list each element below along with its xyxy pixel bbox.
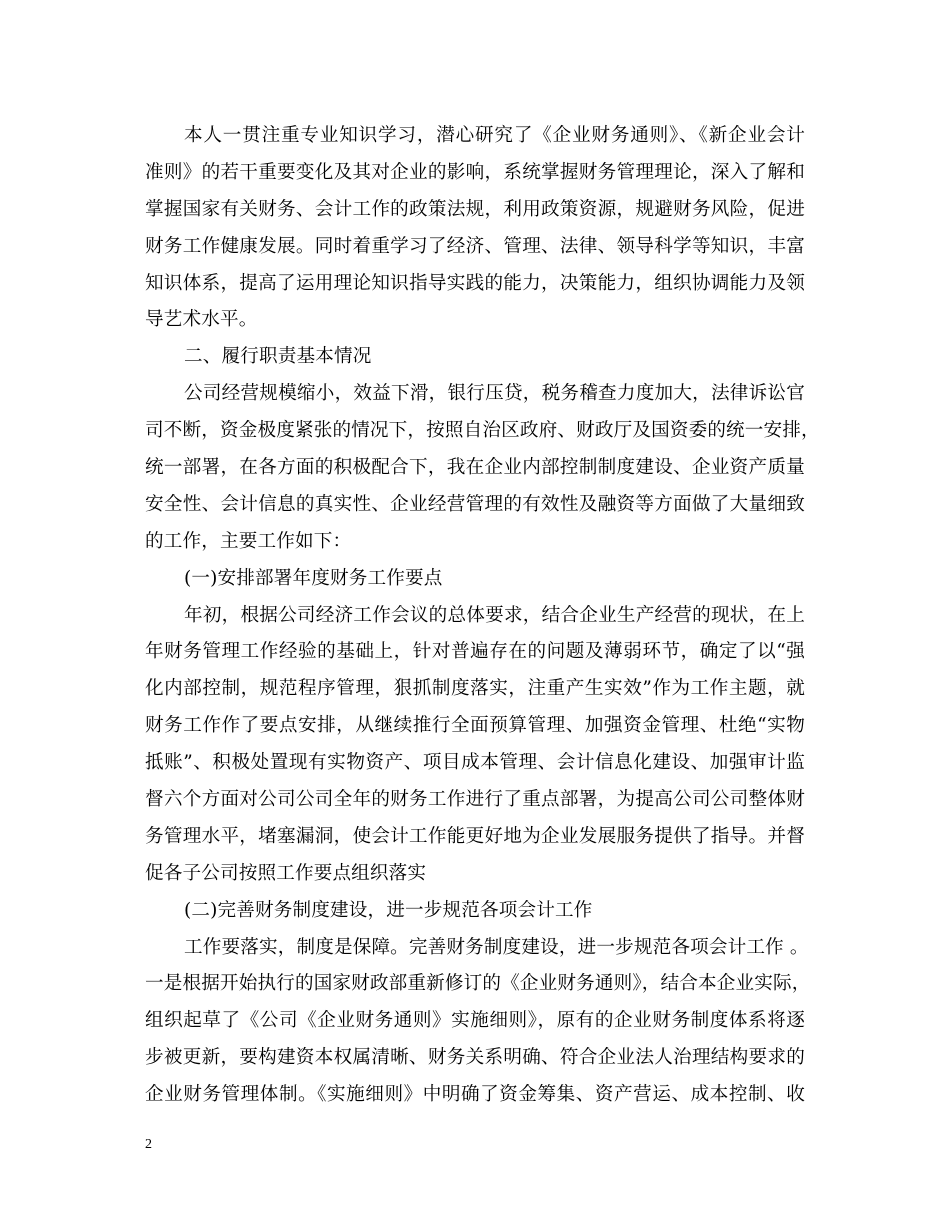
paragraph-line: 统一部署，在各方面的积极配合下，我在企业内部控制制度建设、企业资产质量 [145, 457, 805, 479]
paragraph-line: 年初，根据公司经济工作会议的总体要求，结合企业生产经营的现状，在上 [184, 604, 805, 626]
paragraph-line: 导艺术水平。 [145, 309, 258, 331]
paragraph-line: 年财务管理工作经验的基础上，针对普遍存在的问题及薄弱环节，确定了以“强 [145, 641, 805, 663]
paragraph-line: 促各子公司按照工作要点组织落实 [145, 862, 427, 884]
paragraph-line: 工作要落实，制度是保障。完善财务制度建设，进一步规范各项会计工作 。 [184, 936, 809, 958]
paragraph-line: 公司经营规模缩小，效益下滑，银行压贷，税务稽查力度加大，法律诉讼官 [184, 383, 805, 405]
paragraph-line: 安全性、会计信息的真实性、企业经营管理的有效性及融资等方面做了大量细致 [145, 493, 805, 515]
section-heading: 二、履行职责基本情况 [184, 346, 372, 368]
body-text [145, 118, 820, 1114]
paragraph-line: 抵账”、积极处置现有实物资产、项目成本管理、会计信息化建设、加强审计监 [145, 752, 805, 774]
paragraph-line: 化内部控制，规范程序管理，狠抓制度落实，注重产生实效”作为工作主题，就 [145, 678, 805, 700]
paragraph-line: 企业财务管理体制。《实施细则》中明确了资金筹集、资产营运、成本控制、收 [145, 1084, 805, 1106]
paragraph-line: 的工作，主要工作如下： [145, 530, 352, 552]
paragraph-line: 组织起草了《公司《企业财务通则》实施细则》，原有的企业财务制度体系将逐 [145, 1010, 805, 1032]
paragraph-line: 财务工作作了要点安排，从继续推行全面预算管理、加强资金管理、杜绝“实物 [145, 715, 805, 737]
paragraph-line: 知识体系，提高了运用理论知识指导实践的能力，决策能力，组织协调能力及领 [145, 272, 805, 294]
paragraph-line: 准则》的若干重要变化及其对企业的影响，系统掌握财务管理理论，深入了解和 [145, 161, 805, 183]
subsection-heading: (一)安排部署年度财务工作要点 [184, 567, 443, 589]
paragraph-line: 司不断，资金极度紧张的情况下，按照自治区政府、财政厅及国资委的统一安排， [145, 420, 820, 442]
paragraph-line: 掌握国家有关财务、会计工作的政策法规，利用政策资源，规避财务风险，促进 [145, 198, 805, 220]
paragraph-line: 财务工作健康发展。同时着重学习了经济、管理、法律、领导科学等知识，丰富 [145, 235, 805, 257]
paragraph-line: 本人一贯注重专业知识学习，潜心研究了《企业财务通则》、《新企业会计 [184, 125, 805, 146]
subsection-heading: (二)完善财务制度建设，进一步规范各项会计工作 [184, 899, 593, 921]
paragraph-line: 步被更新，要构建资本权属清晰、财务关系明确、符合企业法人治理结构要求的 [145, 1047, 805, 1069]
paragraph-line: 一是根据开始执行的国家财政部重新修订的《企业财务通则》，结合本企业实际， [145, 973, 811, 995]
page-number: 2 [145, 1137, 152, 1152]
paragraph-line: 务管理水平，堵塞漏洞，使会计工作能更好地为企业发展服务提供了指导。并督 [145, 825, 805, 847]
paragraph-line: 督六个方面对公司公司全年的财务工作进行了重点部署，为提高公司公司整体财 [145, 789, 805, 811]
